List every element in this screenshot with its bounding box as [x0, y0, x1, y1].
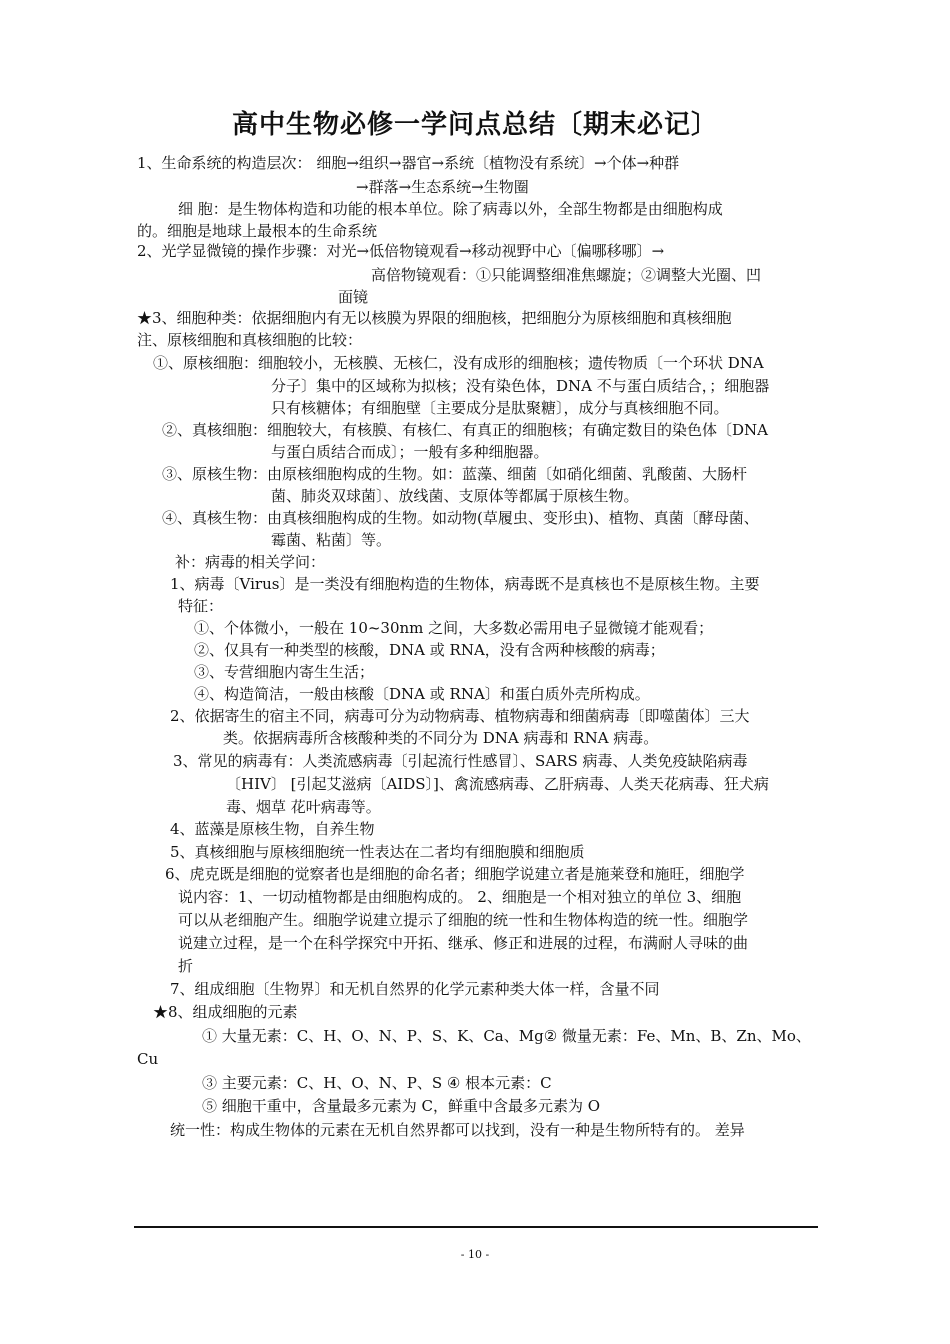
text-line: 2、光学显微镜的操作步骤：对光→低倍物镜观看→移动视野中心〔偏哪移哪〕→ — [137, 242, 665, 260]
text-line: 7、组成细胞〔生物界〕和无机自然界的化学元素种类大体一样，含量不同 — [170, 980, 660, 998]
text-line: 高倍物镜观看：①只能调整细准焦螺旋；②调整大光圈、凹 — [371, 266, 762, 284]
text-line: ③ 主要元素：C、H、O、N、P、S ④ 根本元素：C — [202, 1074, 552, 1092]
text-line: 4、蓝藻是原核生物，自养生物 — [170, 820, 375, 838]
text-line: 说内容：1、一切动植物都是由细胞构成的。 2、细胞是一个相对独立的单位 3、细胞 — [178, 888, 742, 906]
text-line: 分子〕集中的区域称为拟核；没有染色体，DNA 不与蛋白质结合，；细胞器 — [271, 377, 770, 395]
text-line: 1、病毒〔Virus〕是一类没有细胞构造的生物体，病毒既不是真核也不是原核生物。主要 — [170, 575, 760, 593]
text-line: 3、常见的病毒有：人类流感病毒〔引起流行性感冒〕、SARS 病毒、人类免疫缺陷病毒 — [173, 752, 748, 770]
text-line: 6、虎克既是细胞的觉察者也是细胞的命名者；细胞学说建立者是施莱登和施旺，细胞学 — [165, 865, 745, 883]
text-line: 5、真核细胞与原核细胞统一性表达在二者均有细胞膜和细胞质 — [170, 843, 585, 861]
text-line: 与蛋白质结合而成〕；一般有多种细胞器。 — [271, 443, 549, 461]
text-line: 统一性：构成生物体的元素在无机自然界都可以找到，没有一种是生物所特有的。 差异 — [170, 1121, 745, 1139]
text-line: 细 胞：是生物体构造和功能的根本单位。除了病毒以外，全部生物都是由细胞构成 — [178, 200, 723, 218]
text-line: ★8、组成细胞的元素 — [153, 1003, 298, 1021]
text-line: ①、原核细胞：细胞较小，无核膜、无核仁，没有成形的细胞核；遗传物质〔一个环状 DNA — [153, 354, 764, 372]
text-line: 补：病毒的相关学问： — [175, 553, 326, 571]
text-line: 霉菌、粘菌〕等。 — [271, 531, 392, 549]
text-line: 1、生命系统的构造层次： 细胞→组织→器官→系统〔植物没有系统〕→个体→种群 — [137, 154, 680, 172]
text-line: 菌、肺炎双球菌〕、放线菌、支原体等都属于原核生物。 — [271, 487, 639, 505]
text-line: ④、真核生物：由真核细胞构成的生物。如动物(草履虫、变形虫)、植物、真菌〔酵母菌、 — [162, 509, 759, 527]
text-line: 注、原核细胞和真核细胞的比较： — [137, 331, 363, 349]
text-line: ① 大量无素：C、H、O、N、P、S、K、Ca、Mg② 微量无素：Fe、Mn、B、Zn、Mo、 — [202, 1027, 811, 1045]
text-line: ②、真核细胞：细胞较大，有核膜、有核仁、有真正的细胞核；有确定数目的染色体〔DNA — [162, 421, 768, 439]
text-line: 的。细胞是地球上最根本的生命系统 — [137, 222, 378, 240]
text-line: ★3、细胞种类：依据细胞内有无以核膜为界限的细胞核，把细胞分为原核细胞和真核细胞 — [137, 309, 732, 327]
page-number: - 10 - — [460, 1248, 490, 1261]
text-line: ②、仅具有一种类型的核酸，DNA 或 RNA，没有含两种核酸的病毒； — [194, 641, 665, 659]
text-line: 类。依据病毒所含核酸种类的不同分为 DNA 病毒和 RNA 病毒。 — [223, 729, 659, 747]
text-line: ⑤ 细胞干重中，含量最多元素为 C，鲜重中含最多元素为 O — [202, 1097, 601, 1115]
text-line: 面镜 — [338, 288, 369, 306]
text-line: 可以从老细胞产生。细胞学说建立提示了细胞的统一性和生物体构造的统一性。细胞学 — [178, 911, 749, 929]
text-line: 毒、烟草 花叶病毒等。 — [226, 798, 381, 816]
text-line: ③、原核生物：由原核细胞构成的生物。如：蓝藻、细菌〔如硝化细菌、乳酸菌、大肠杆 — [162, 465, 748, 483]
text-line: ③、专营细胞内寄生生活； — [194, 663, 375, 681]
text-line: →群落→生态系统→生物圈 — [356, 178, 529, 196]
text-line: 特征： — [178, 597, 224, 615]
text-line: 2、依据寄生的宿主不同，病毒可分为动物病毒、植物病毒和细菌病毒〔即噬菌体〕三大 — [170, 707, 750, 725]
text-line: 只有核糖体；有细胞壁〔主要成分是肽聚糖〕，成分与真核细胞不同。 — [271, 399, 729, 417]
text-line: 〔HIV〕 [引起艾滋病〔AIDS〕]、禽流感病毒、乙肝病毒、人类天花病毒、狂犬病 — [226, 775, 769, 793]
text-line: 说建立过程，是一个在科学探究中开拓、继承、修正和进展的过程，布满耐人寻味的曲 — [178, 934, 749, 952]
page-title: 高中生物必修一学问点总结〔期末必记〕 — [231, 110, 718, 140]
footer-divider — [134, 1226, 818, 1228]
text-line: Cu — [137, 1050, 159, 1068]
text-line: ①、个体微小，一般在 10~30nm 之间，大多数必需用电子显微镜才能观看； — [194, 619, 714, 637]
text-line: ④、构造简洁，一般由核酸〔DNA 或 RNA〕和蛋白质外壳所构成。 — [194, 685, 650, 703]
text-line: 折 — [178, 957, 194, 975]
